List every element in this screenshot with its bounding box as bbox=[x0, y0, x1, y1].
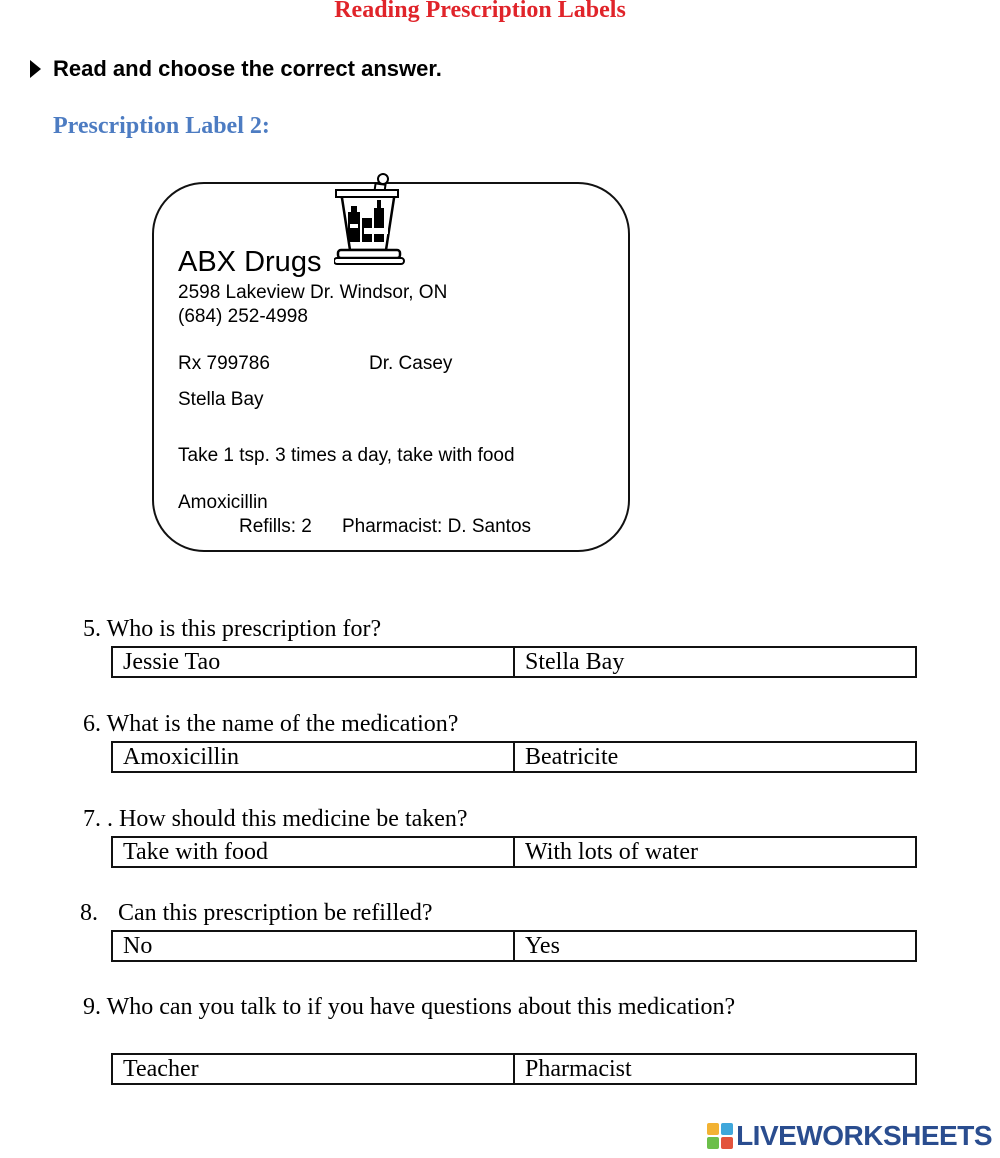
answer-options-9 bbox=[111, 1053, 917, 1085]
question-text: What is the name of the medication? bbox=[106, 711, 459, 737]
mortar-pestle-icon bbox=[334, 172, 406, 268]
answer-options-6 bbox=[111, 741, 917, 773]
answer-option[interactable]: Teacher bbox=[123, 1056, 199, 1082]
question-6 bbox=[83, 711, 458, 738]
answer-option[interactable]: Pharmacist bbox=[513, 1055, 915, 1083]
question-5 bbox=[83, 616, 381, 643]
question-text: Who is this prescription for? bbox=[106, 616, 382, 642]
answer-option[interactable]: No bbox=[123, 933, 153, 959]
refills: Refills: 2 bbox=[239, 516, 312, 537]
question-8 bbox=[80, 900, 433, 927]
answer-option[interactable]: Beatricite bbox=[513, 743, 915, 771]
liveworksheets-logo[interactable] bbox=[707, 1120, 992, 1152]
rx-number: Rx 799786 bbox=[178, 353, 270, 374]
answer-option[interactable]: Jessie Tao bbox=[123, 649, 221, 675]
patient-name: Stella Bay bbox=[178, 389, 264, 410]
question-number: 6. bbox=[83, 711, 101, 737]
answer-options-8 bbox=[111, 930, 917, 962]
medication-name: Amoxicillin bbox=[178, 492, 268, 513]
answer-options-7 bbox=[111, 836, 917, 868]
pharmacy-phone: (684) 252-4998 bbox=[178, 306, 308, 327]
question-7 bbox=[83, 806, 468, 833]
doctor-name: Dr. Casey bbox=[369, 353, 453, 374]
question-number: 8. bbox=[80, 900, 98, 926]
question-9 bbox=[83, 994, 735, 1021]
question-text: . How should this medicine be taken? bbox=[107, 806, 468, 832]
footer-brand: LIVEWORKSHEETS bbox=[736, 1120, 992, 1151]
question-number: 5. bbox=[83, 616, 101, 642]
prescription-label bbox=[152, 182, 630, 552]
answer-option[interactable]: Yes bbox=[513, 932, 915, 960]
pharmacy-name: ABX Drugs bbox=[178, 246, 322, 278]
question-number: 9. bbox=[83, 994, 101, 1020]
liveworksheets-mark-icon bbox=[707, 1123, 733, 1149]
answer-option[interactable]: Amoxicillin bbox=[123, 744, 239, 770]
answer-option[interactable]: Take with food bbox=[123, 839, 268, 865]
answer-option[interactable]: With lots of water bbox=[513, 838, 915, 866]
triangle-bullet-icon bbox=[30, 60, 41, 78]
question-text: Can this prescription be refilled? bbox=[118, 900, 433, 926]
directions: Take 1 tsp. 3 times a day, take with food bbox=[178, 445, 515, 466]
instruction-text: Read and choose the correct answer. bbox=[53, 56, 442, 81]
pharmacy-address: 2598 Lakeview Dr. Windsor, ON bbox=[178, 282, 448, 303]
pharmacist: Pharmacist: D. Santos bbox=[342, 516, 532, 537]
page-title: Reading Prescription Labels bbox=[334, 0, 626, 23]
label-heading: Prescription Label 2: bbox=[53, 113, 270, 139]
answer-option[interactable]: Stella Bay bbox=[513, 648, 915, 676]
question-number: 7. bbox=[83, 806, 101, 832]
question-text: Who can you talk to if you have questions about this medication? bbox=[106, 994, 736, 1020]
answer-options-5 bbox=[111, 646, 917, 678]
instruction bbox=[30, 56, 442, 82]
